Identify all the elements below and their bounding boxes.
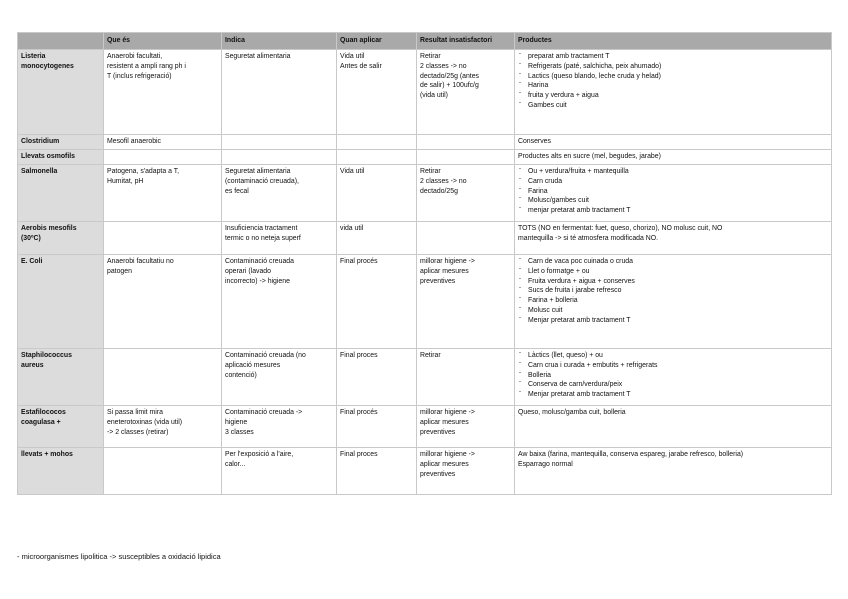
cell-text-line: dectado/25g (antes xyxy=(420,72,479,80)
que-es-cell xyxy=(104,150,222,165)
organism-cell xyxy=(18,150,104,165)
cell-text-line: resistent a ampli rang ph i xyxy=(107,62,186,70)
cell-text-line: E. Coli xyxy=(21,258,43,265)
cell-text-line: Antes de salir xyxy=(340,62,382,70)
indica-cell xyxy=(222,406,337,448)
product-list-item: - preparat amb tractament T xyxy=(518,52,828,62)
organism-cell xyxy=(18,165,104,222)
indica-cell xyxy=(222,255,337,349)
cell-text-line: aplicació mesures xyxy=(225,361,281,369)
cell-text-line: de salir) + 100ufc/g xyxy=(420,82,479,90)
header-quan-aplicar: Quan aplicar xyxy=(337,33,417,50)
resultat-cell xyxy=(417,406,515,448)
cell-text-line: Si passa limit mira xyxy=(107,409,163,416)
product-list-item: - Sucs de fruita i jarabe refresco xyxy=(518,286,828,296)
product-list-item: - Carn de vaca poc cuinada o cruda xyxy=(518,257,828,267)
table-header xyxy=(18,33,832,50)
cell-text-line: Anaerobi facultatiu no xyxy=(107,258,174,265)
table-row xyxy=(18,150,832,165)
cell-text-line: Final proces xyxy=(340,352,378,359)
product-list-item: - Carn cruda xyxy=(518,177,828,187)
cell-text-line: Esparrago normal xyxy=(518,460,573,468)
table-row xyxy=(18,135,832,150)
que-es-cell xyxy=(104,255,222,349)
product-list-item: - Molusc/gambes cuit xyxy=(518,196,828,206)
product-list-item: - Fruita verdura + aigua + conserves xyxy=(518,277,828,287)
product-list-item: - Farina + bolleria xyxy=(518,296,828,306)
indica-cell xyxy=(222,448,337,495)
resultat-cell xyxy=(417,135,515,150)
cell-text-line: calor... xyxy=(225,460,246,468)
resultat-cell xyxy=(417,150,515,165)
organism-cell xyxy=(18,448,104,495)
product-list-item: - Refrigerats (paté, salchicha, peix ahumado) xyxy=(518,62,828,72)
productes-cell xyxy=(515,349,832,406)
product-list-item: - menjar pretarat amb tractament T xyxy=(518,206,828,216)
header-que-es: Que és xyxy=(104,33,222,50)
product-list-item: - Farina xyxy=(518,187,828,197)
product-list-item: - Harina xyxy=(518,81,828,91)
productes-cell xyxy=(515,165,832,222)
cell-text-line: dectado/25g xyxy=(420,187,458,195)
cell-text-line: T (inclus refrigeració) xyxy=(107,72,172,80)
product-list xyxy=(518,52,828,111)
cell-text-line: millorar higiene -> xyxy=(420,409,475,416)
product-list xyxy=(518,257,828,326)
footnote: - microorganismes lipolitica -> susceptibles a oxidació lipidica xyxy=(17,552,221,561)
quan-aplicar-cell xyxy=(337,135,417,150)
indica-cell xyxy=(222,349,337,406)
cell-text-line: Retirar xyxy=(420,168,441,175)
resultat-cell xyxy=(417,222,515,255)
productes-cell xyxy=(515,150,832,165)
product-list-item: - Ou + verdura/fruita + mantequilla xyxy=(518,167,828,177)
cell-text-line: aplicar mesures xyxy=(420,418,469,426)
product-list-item: - Molusc cuit xyxy=(518,306,828,316)
product-list xyxy=(518,167,828,216)
cell-text-line: Productes alts en sucre (mel, begudes, jarabe) xyxy=(518,153,661,160)
cell-text-line: operari (lavado xyxy=(225,267,271,275)
cell-text-line: Retirar xyxy=(420,53,441,60)
cell-text-line: Contaminació creuada xyxy=(225,258,294,265)
product-list-item: - Menjar pretarat amb tractament T xyxy=(518,316,828,326)
quan-aplicar-cell xyxy=(337,165,417,222)
cell-text-line: Queso, molusc/gamba cuit, bolleria xyxy=(518,409,626,416)
cell-text-line: Estafilococos xyxy=(21,409,66,416)
cell-text-line: es fecal xyxy=(225,187,249,195)
cell-text-line: Salmonella xyxy=(21,168,58,175)
organism-cell xyxy=(18,406,104,448)
cell-text-line: Seguretat alimentaria xyxy=(225,168,291,175)
cell-text-line: preventives xyxy=(420,277,456,285)
quan-aplicar-cell xyxy=(337,222,417,255)
product-list-item: - Bolleria xyxy=(518,371,828,381)
indica-cell xyxy=(222,135,337,150)
cell-text-line: incorrecto) -> higiene xyxy=(225,277,290,285)
cell-text-line: higiene xyxy=(225,418,248,426)
organism-cell xyxy=(18,255,104,349)
productes-cell xyxy=(515,448,832,495)
resultat-cell xyxy=(417,50,515,135)
product-list-item: - Llet o formatge + ou xyxy=(518,267,828,277)
cell-text-line: mantequilla -> si té atmosfera modificada NO. xyxy=(518,234,658,242)
quan-aplicar-cell xyxy=(337,406,417,448)
que-es-cell xyxy=(104,349,222,406)
cell-text-line: Retirar xyxy=(420,352,441,359)
que-es-cell xyxy=(104,448,222,495)
microorganisms-table xyxy=(17,32,832,495)
product-list xyxy=(518,351,828,400)
resultat-cell xyxy=(417,255,515,349)
header-row xyxy=(18,33,832,50)
cell-text-line: Anaerobi facultati, xyxy=(107,53,163,60)
table-row xyxy=(18,406,832,448)
cell-text-line: Mesofil anaerobic xyxy=(107,138,162,145)
cell-text-line: 3 classes xyxy=(225,428,254,436)
cell-text-line: Per l'exposició a l'aire, xyxy=(225,451,294,458)
product-list-item: - Gambes cuit xyxy=(518,101,828,111)
cell-text-line: llevats + mohos xyxy=(21,451,73,458)
quan-aplicar-cell xyxy=(337,150,417,165)
product-list-item: - Carn crua i curada + embutits + refrigerats xyxy=(518,361,828,371)
cell-text-line: Final procés xyxy=(340,409,378,416)
productes-cell xyxy=(515,222,832,255)
cell-text-line: patogen xyxy=(107,267,132,275)
cell-text-line: Vida util xyxy=(340,53,365,60)
quan-aplicar-cell xyxy=(337,255,417,349)
cell-text-line: eneterotoxinas (vida util) xyxy=(107,418,183,426)
que-es-cell xyxy=(104,406,222,448)
cell-text-line: (contaminació creuada), xyxy=(225,177,299,185)
table-row xyxy=(18,255,832,349)
cell-text-line: Staphilococcus xyxy=(21,352,72,359)
productes-cell xyxy=(515,135,832,150)
cell-text-line: Clostridium xyxy=(21,138,60,145)
cell-text-line: 2 classes -> no xyxy=(420,177,467,185)
product-list-item: - Conserva de carn/verdura/peix xyxy=(518,380,828,390)
cell-text-line: Conserves xyxy=(518,138,551,145)
table-row xyxy=(18,222,832,255)
cell-text-line: coagulasa + xyxy=(21,418,61,426)
quan-aplicar-cell xyxy=(337,448,417,495)
quan-aplicar-cell xyxy=(337,50,417,135)
indica-cell xyxy=(222,222,337,255)
table-row xyxy=(18,448,832,495)
cell-text-line: Contaminació creuada -> xyxy=(225,409,303,416)
table-row xyxy=(18,349,832,406)
cell-text-line: contenció) xyxy=(225,371,257,379)
cell-text-line: aplicar mesures xyxy=(420,267,469,275)
cell-text-line: -> 2 classes (retirar) xyxy=(107,428,169,436)
productes-cell xyxy=(515,255,832,349)
product-list-item: - Menjar pretarat amb tractament T xyxy=(518,390,828,400)
indica-cell xyxy=(222,165,337,222)
table-row xyxy=(18,50,832,135)
cell-text-line: Humitat, pH xyxy=(107,177,144,185)
cell-text-line: Final procés xyxy=(340,258,378,265)
cell-text-line: Insuficiencia tractament xyxy=(225,225,298,232)
cell-text-line: monocytogenes xyxy=(21,62,74,70)
que-es-cell xyxy=(104,165,222,222)
product-list-item: - Lactics (queso blando, leche cruda y helad) xyxy=(518,72,828,82)
que-es-cell xyxy=(104,135,222,150)
cell-text-line: Seguretat alimentaria xyxy=(225,53,291,60)
cell-text-line: (vida util) xyxy=(420,92,448,100)
organism-cell xyxy=(18,135,104,150)
organism-cell xyxy=(18,349,104,406)
cell-text-line: millorar higiene -> xyxy=(420,258,475,265)
cell-text-line: aplicar mesures xyxy=(420,460,469,468)
cell-text-line: Contaminació creuada (no xyxy=(225,352,306,359)
quan-aplicar-cell xyxy=(337,349,417,406)
product-list-item: - fruita y verdura + aigua xyxy=(518,91,828,101)
header-productes: Productes xyxy=(515,33,832,50)
indica-cell xyxy=(222,150,337,165)
cell-text-line: (30ºC) xyxy=(21,234,41,242)
productes-cell xyxy=(515,406,832,448)
organism-cell xyxy=(18,50,104,135)
que-es-cell xyxy=(104,222,222,255)
que-es-cell xyxy=(104,50,222,135)
cell-text-line: millorar higiene -> xyxy=(420,451,475,458)
cell-text-line: Vida util xyxy=(340,168,365,175)
productes-cell xyxy=(515,50,832,135)
header-indica: Indica xyxy=(222,33,337,50)
cell-text-line: TOTS (NO en fermentat: fuet, queso, chorizo), NO molusc cuit, NO xyxy=(518,225,723,232)
cell-text-line: Listeria xyxy=(21,53,46,60)
cell-text-line: termic o no neteja superf xyxy=(225,234,301,242)
cell-text-line: Aw baixa (farina, mantequilla, conserva espareg, jarabe refresco, bolleria) xyxy=(518,451,744,458)
table-body xyxy=(18,50,832,495)
cell-text-line: Patogena, s'adapta a T, xyxy=(107,168,180,175)
resultat-cell xyxy=(417,349,515,406)
cell-text-line: Final proces xyxy=(340,451,378,458)
resultat-cell xyxy=(417,165,515,222)
cell-text-line: preventives xyxy=(420,428,456,436)
indica-cell xyxy=(222,50,337,135)
header-resultat: Resultat insatisfactori xyxy=(417,33,515,50)
cell-text-line: 2 classes -> no xyxy=(420,62,467,70)
cell-text-line: aureus xyxy=(21,361,44,369)
table-row xyxy=(18,165,832,222)
cell-text-line: preventives xyxy=(420,470,456,478)
organism-cell xyxy=(18,222,104,255)
resultat-cell xyxy=(417,448,515,495)
cell-text-line: vida util xyxy=(340,225,364,232)
product-list-item: - Làctics (llet, queso) + ou xyxy=(518,351,828,361)
cell-text-line: Aerobis mesofils xyxy=(21,225,77,232)
header-organism xyxy=(18,33,104,50)
cell-text-line: Llevats osmofils xyxy=(21,153,75,160)
